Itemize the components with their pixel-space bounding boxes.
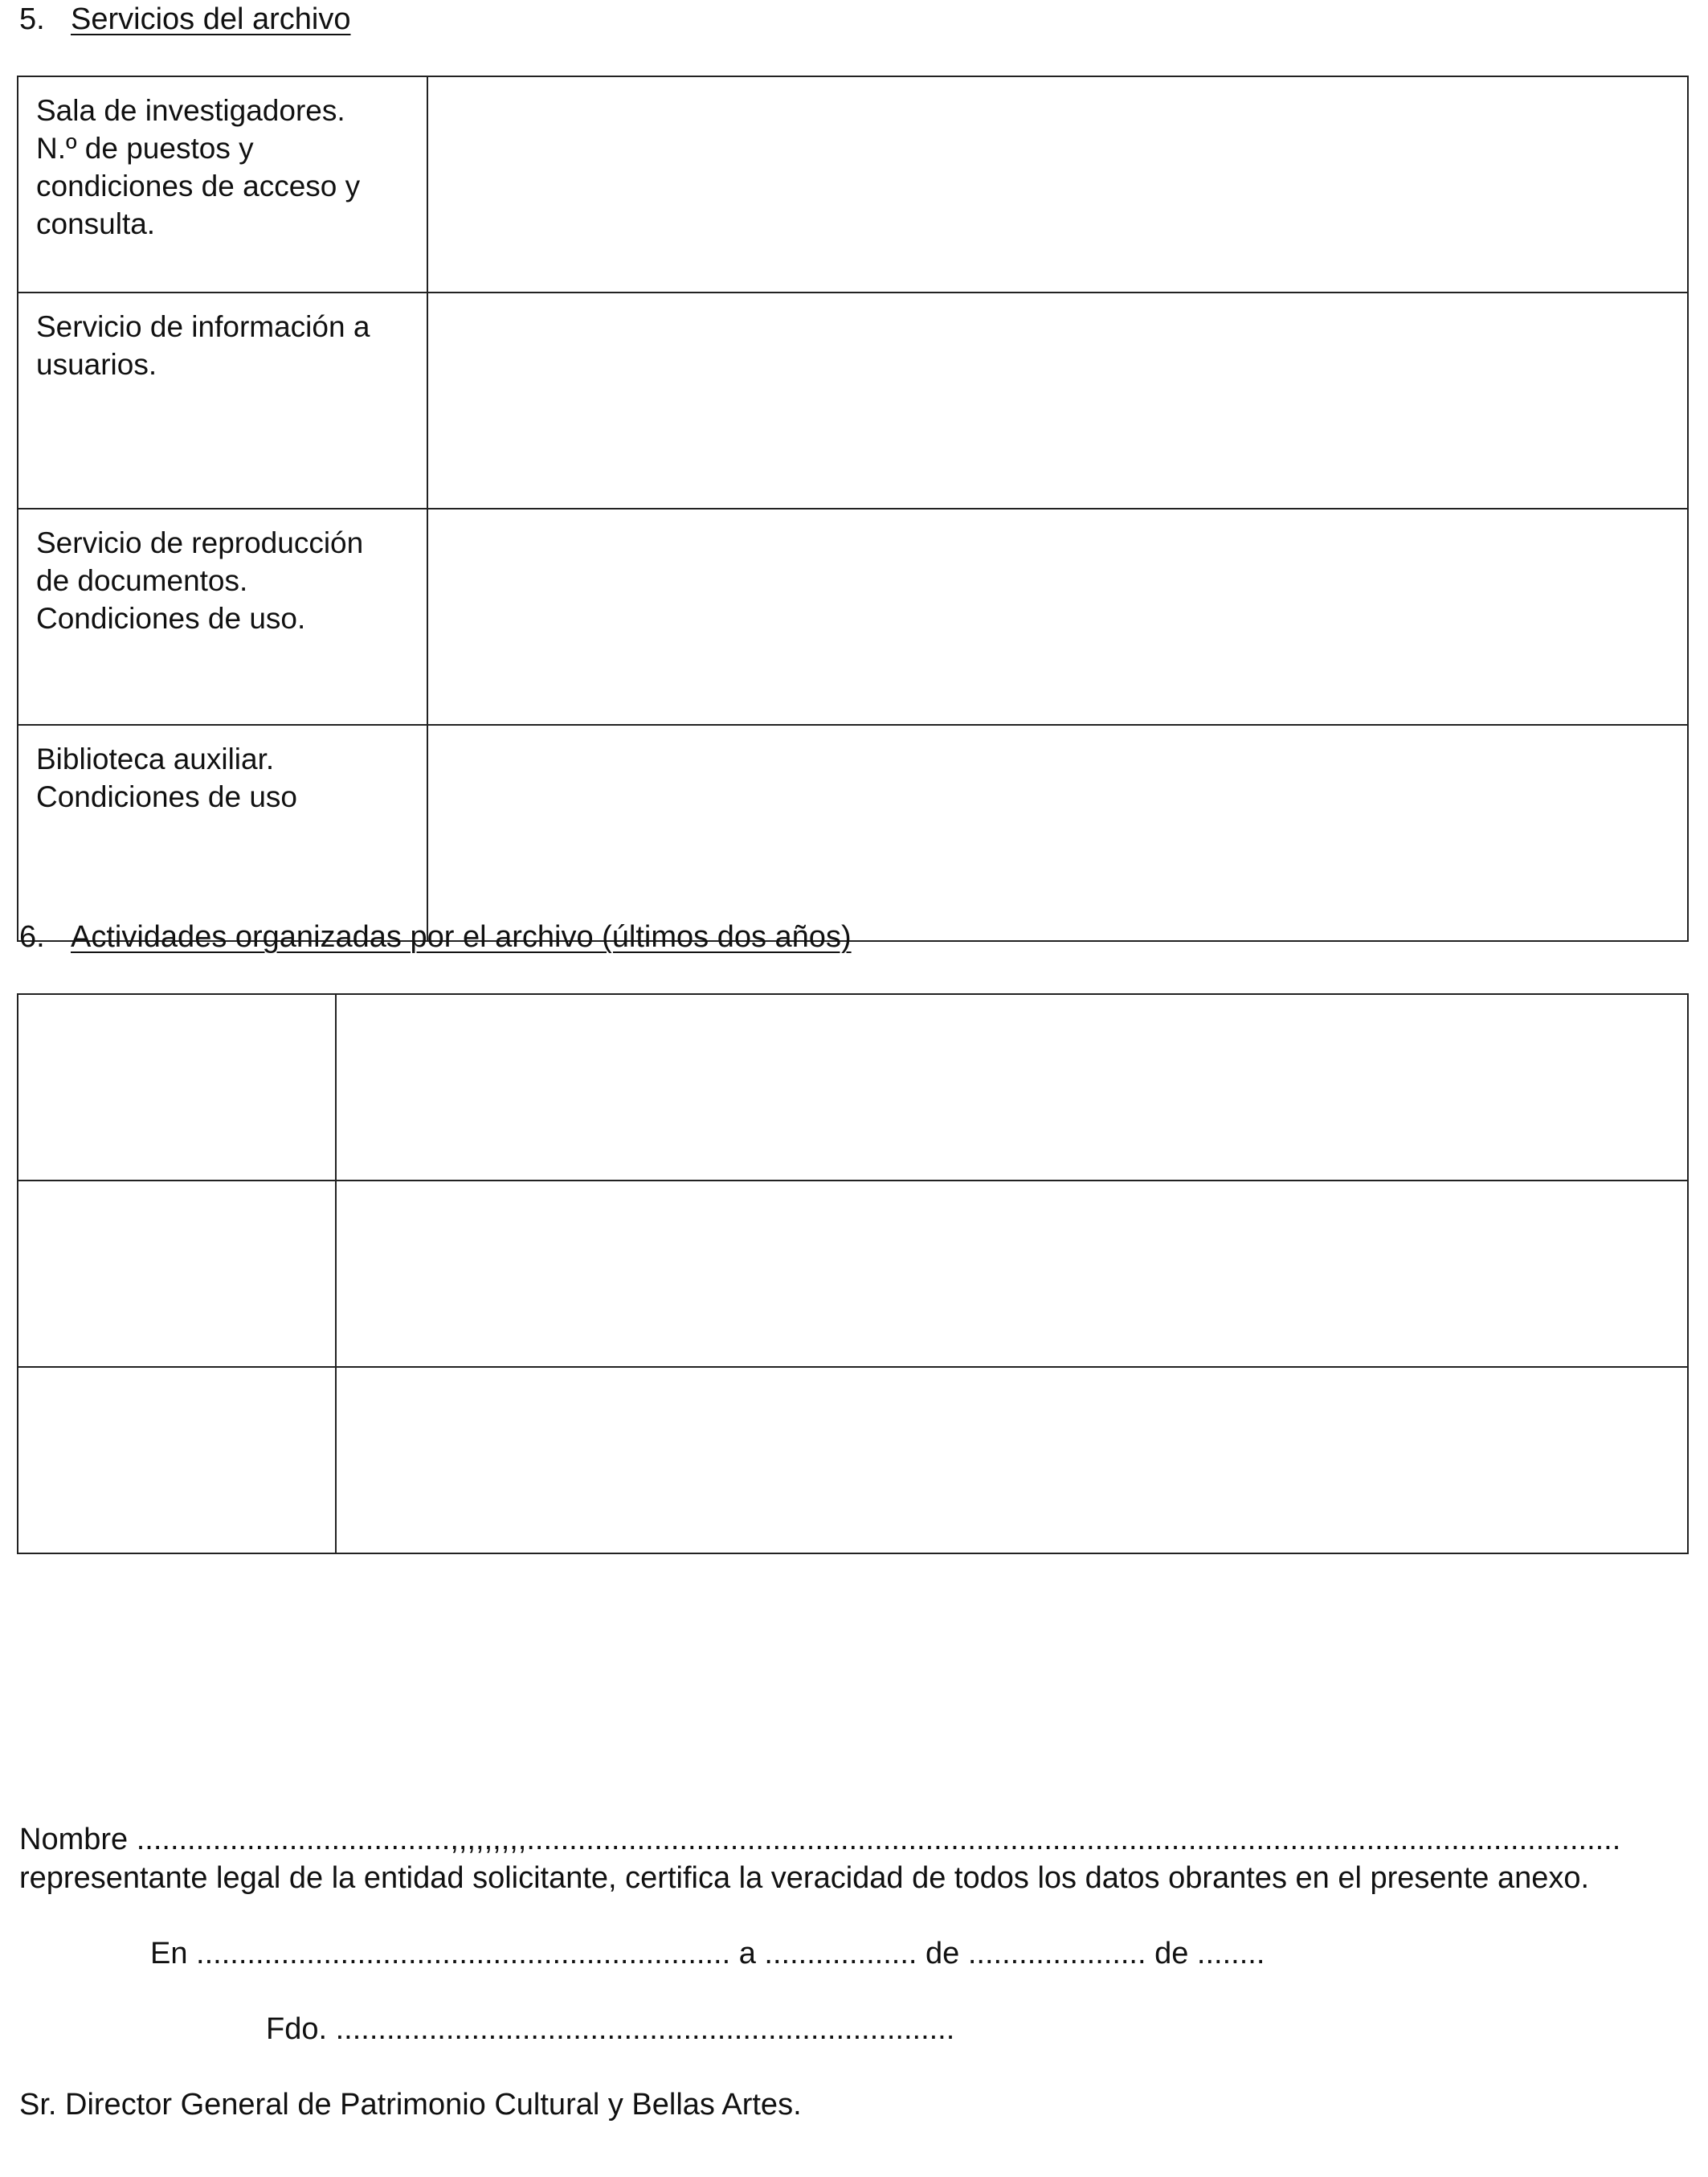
services-row-label xyxy=(18,293,427,509)
services-row-label xyxy=(18,76,427,293)
activity-date-field[interactable] xyxy=(18,1181,336,1367)
table-row xyxy=(18,293,1688,509)
row-label-text: Biblioteca auxiliar. Condiciones de uso xyxy=(36,743,297,813)
archive-services-table xyxy=(17,76,1689,942)
row-label-text: Servicio de información a usuarios. xyxy=(36,310,370,381)
table-row xyxy=(18,1367,1688,1553)
section-6-number: 6. xyxy=(19,920,45,954)
services-row-value-field[interactable] xyxy=(427,725,1688,941)
place-date-field-line[interactable]: En ............................................................... a .................. de ..................... de ........ xyxy=(150,1937,1265,1970)
activities-table xyxy=(17,993,1689,1554)
services-row-label xyxy=(18,509,427,725)
section-5-number: 5. xyxy=(19,2,45,36)
row-label-text: Sala de investigadores. N.º de puestos y condiciones de acceso y consulta. xyxy=(36,94,361,240)
activity-description-field[interactable] xyxy=(336,994,1688,1181)
row-label-text: Servicio de reproducción de documentos. Condiciones de uso. xyxy=(36,526,364,635)
section-6-heading xyxy=(19,919,852,955)
table-row xyxy=(18,1181,1688,1367)
section-5-heading xyxy=(19,2,350,37)
section-5-title: Servicios del archivo xyxy=(71,2,351,36)
activity-description-field[interactable] xyxy=(336,1367,1688,1553)
name-field-line[interactable]: Nombre .....................................,,,,,,,,,................................................................................................................................. xyxy=(19,1823,1621,1856)
table-row xyxy=(18,725,1688,941)
addressee: Sr. Director General de Patrimonio Cultural y Bellas Artes. xyxy=(19,2088,802,2122)
section-6-title: Actividades organizadas por el archivo (últimos dos años) xyxy=(71,920,852,954)
services-row-label xyxy=(18,725,427,941)
table-row xyxy=(18,994,1688,1181)
services-row-value-field[interactable] xyxy=(427,76,1688,293)
table-row xyxy=(18,509,1688,725)
activity-description-field[interactable] xyxy=(336,1181,1688,1367)
activity-date-field[interactable] xyxy=(18,1367,336,1553)
services-row-value-field[interactable] xyxy=(427,293,1688,509)
signature-field-line[interactable]: Fdo. ......................................................................... xyxy=(266,2012,955,2046)
certification-statement: representante legal de la entidad solicitante, certifica la veracidad de todos los datos obrantes en el presente anexo. xyxy=(19,1861,1590,1895)
activity-date-field[interactable] xyxy=(18,994,336,1181)
services-row-value-field[interactable] xyxy=(427,509,1688,725)
table-row xyxy=(18,76,1688,293)
